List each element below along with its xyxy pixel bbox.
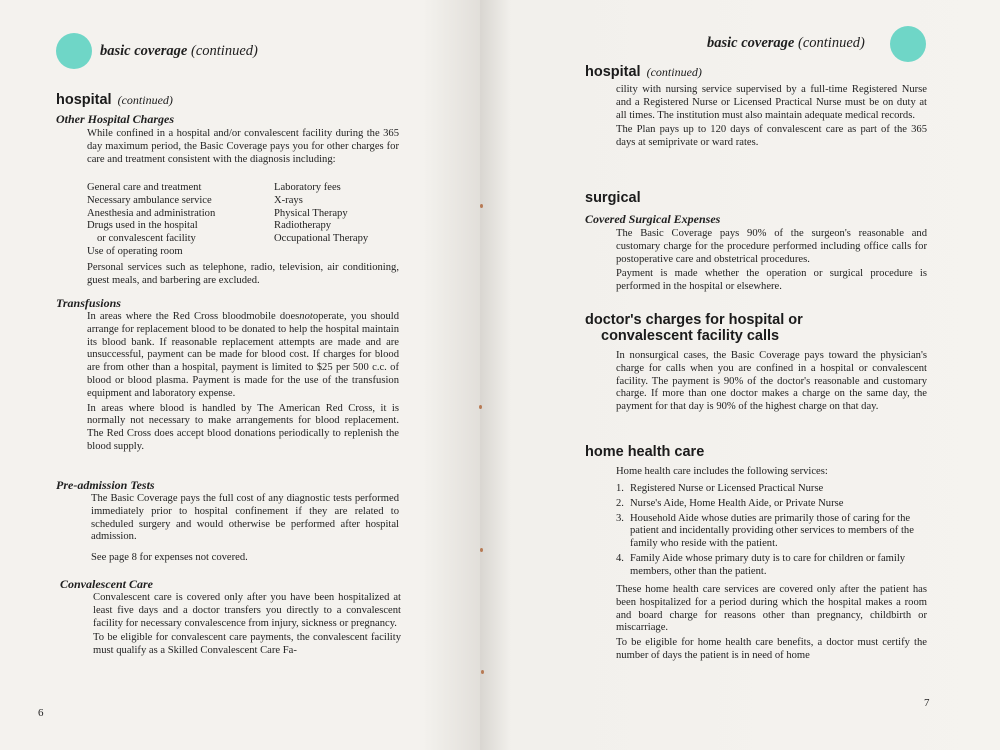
list-item-number: 1.: [616, 483, 624, 494]
section-title-doctors-charges: [585, 312, 803, 344]
list-item-text: Household Aide whose duties are primarily those of caring for the patient and incidentally providing other services to members of the family who reside with the patient.: [630, 512, 914, 550]
running-head-continued: (continued): [191, 43, 258, 59]
transfusions-p1-emphasis: not: [299, 311, 313, 322]
page-number-right: 7: [924, 697, 930, 709]
preadmission-body: [91, 493, 399, 565]
transfusions-p1-a: In areas where the Red Cross bloodmobile does: [87, 311, 300, 322]
personal-services-text: Personal services such as telephone, radio, television, air conditioning, guest meals, and barbering are excluded.: [87, 262, 399, 286]
list-item: [616, 498, 927, 511]
personal-services-note: [87, 262, 399, 288]
home-health-intro-text: Home health care includes the following services:: [616, 466, 828, 477]
doctors-p1: In nonsurgical cases, the Basic Coverage pays toward the physician's charge for calls when you are confined in a hospital or convalescent facility. The payment is 90% of the doctor's reasonable and customary charge. If more than one doctor makes a charge on the same day, the payment for that day is 90% of the highest charge on that day.: [616, 350, 927, 413]
section-title-hospital: [585, 64, 702, 80]
home-health-body: [616, 584, 927, 663]
charge-item: X-rays: [274, 194, 303, 206]
transfusions-body: [87, 311, 399, 454]
hospital-cont-p2: The Plan pays up to 120 days of convalescent care as part of the 365 days at semiprivate or ward rates.: [616, 124, 927, 149]
paper-spot: [480, 548, 483, 552]
list-item-number: 4.: [616, 552, 624, 564]
heading-preadmission-tests: Pre-admission Tests: [56, 478, 155, 492]
other-charges-intro-text: While confined in a hospital and/or convalescent facility during the 365 day maximum period, the Basic Coverage pays you for other charges for care and treatment consistent with the diagnosis including:: [87, 128, 399, 165]
teal-circle-icon: [56, 33, 92, 69]
section-title-surgical: surgical: [585, 190, 641, 206]
other-charges-intro: [87, 128, 399, 166]
running-head-title: basic coverage: [707, 35, 795, 51]
teal-circle-icon: [890, 26, 926, 62]
transfusions-p1: [87, 311, 399, 401]
charge-item: Occupational Therapy: [274, 233, 369, 245]
charge-item: Radiotherapy: [274, 220, 332, 232]
charge-item: Physical Therapy: [274, 207, 348, 219]
home-health-intro: [616, 466, 927, 479]
section-title-text: hospital: [56, 92, 112, 108]
charge-item: Use of operating room: [87, 245, 183, 257]
section-title-continued: (continued): [117, 93, 173, 107]
charge-item: Anesthesia and administration: [87, 207, 216, 219]
list-item: [616, 513, 927, 551]
page-number-left: 6: [38, 707, 44, 719]
list-item-number: 3.: [616, 512, 624, 524]
covered-charges-col2: [274, 182, 399, 259]
surgical-p1: The Basic Coverage pays 90% of the surgeon's reasonable and customary charge for the procedure performed including office calls for postoperative care and obstetrical procedures.: [616, 228, 927, 265]
preadmission-p2: See page 8 for expenses not covered.: [91, 552, 248, 564]
convalescent-p2: To be eligible for convalescent care payments, the convalescent facility must qualify as a Skilled Convalescent Care Fa-: [93, 632, 401, 657]
charge-item: Necessary ambulance service: [87, 194, 212, 206]
list-item-number: 2.: [616, 497, 624, 509]
covered-charges-col1: [87, 182, 274, 259]
paper-spot: [479, 405, 482, 409]
heading-transfusions: Transfusions: [56, 296, 121, 310]
list-item-text: Family Aide whose primary duty is to care for children or family members, other than the patient.: [630, 552, 906, 577]
list-item: [616, 553, 927, 579]
hospital-cont-body: [616, 84, 927, 150]
surgical-body: [616, 228, 927, 294]
home-health-p2: These home health care services are covered only after the patient has been hospitalized for a period during which the hospital makes a room and board charge for reasons other than pregnancy, childbirth or miscarriage.: [616, 584, 927, 634]
paper-spot: [480, 204, 483, 208]
list-item-text: Registered Nurse or Licensed Practical Nurse: [630, 483, 824, 494]
paper-spot: [481, 670, 484, 674]
section-title-hospital: [56, 92, 173, 108]
doctors-title-line2: convalescent facility calls: [601, 328, 780, 344]
charge-item: Drugs used in the hospital: [87, 220, 198, 232]
convalescent-body: [93, 592, 401, 658]
section-title-continued: (continued): [646, 65, 702, 79]
heading-convalescent-care: Convalescent Care: [60, 577, 153, 591]
home-health-p3: To be eligible for home health care benefits, a doctor must certify the number of days the patient is in need of home: [616, 637, 927, 661]
preadmission-p1: The Basic Coverage pays the full cost of any diagnostic tests performed immediately prior to hospital confinement if they are related to scheduled surgery and would otherwise be performed after hospital admission.: [91, 493, 399, 543]
charge-item: Laboratory fees: [274, 182, 341, 193]
charge-item: or convalescent facility: [97, 233, 196, 245]
charge-item: General care and treatment: [87, 182, 202, 193]
transfusions-p1-b: operate, you should arrange for replacement blood to be donated to help the hospital maintain its blood bank. If reasonable replacement attempts are made and are unsuccessful, payment can be made for blood cost. If charges for blood are from other than a hospital, payment is limited to $25 per 500 c.c. of blood or blood plasma. Payment is made for the use of the transfusion equipment and laboratory expense.: [87, 311, 399, 399]
list-item-text: Nurse's Aide, Home Health Aide, or Private Nurse: [630, 497, 844, 509]
home-health-services-list: [616, 483, 927, 581]
running-head-continued: (continued): [798, 35, 865, 51]
transfusions-p2: In areas where blood is handled by The American Red Cross, it is normally not necessary to make arrangements for blood replacement. The Red Cross does accept blood donations periodically to replenish the blood supply.: [87, 402, 399, 452]
covered-charges-list: [87, 182, 399, 259]
running-head-right: [707, 35, 865, 52]
running-head-left: [100, 43, 258, 60]
convalescent-p1: Convalescent care is covered only after you have been hospitalized at least five days and a doctor transfers you directly to a convalescent facility for necessary convalescence from injury, sickness or pregnancy.: [93, 592, 401, 629]
right-page: [480, 0, 1000, 750]
heading-covered-surgical-expenses: Covered Surgical Expenses: [585, 212, 721, 226]
doctors-title-line1: doctor's charges for hospital or: [585, 312, 803, 328]
left-page: [0, 0, 480, 750]
doctors-body: [616, 350, 927, 414]
list-item: [616, 483, 927, 496]
heading-other-hospital-charges: Other Hospital Charges: [56, 112, 175, 126]
surgical-p2: Payment is made whether the operation or surgical procedure is performed in the hospital or elsewhere.: [616, 268, 927, 293]
hospital-cont-p1: cility with nursing service supervised by a full-time Registered Nurse and a Registered Nurse or Licensed Practical Nurse must be on duty at all times. The institution must also maintain adequate medical records.: [616, 84, 927, 121]
running-head-title: basic coverage: [100, 43, 188, 59]
section-title-home-health-care: home health care: [585, 444, 705, 460]
section-title-text: hospital: [585, 64, 641, 80]
